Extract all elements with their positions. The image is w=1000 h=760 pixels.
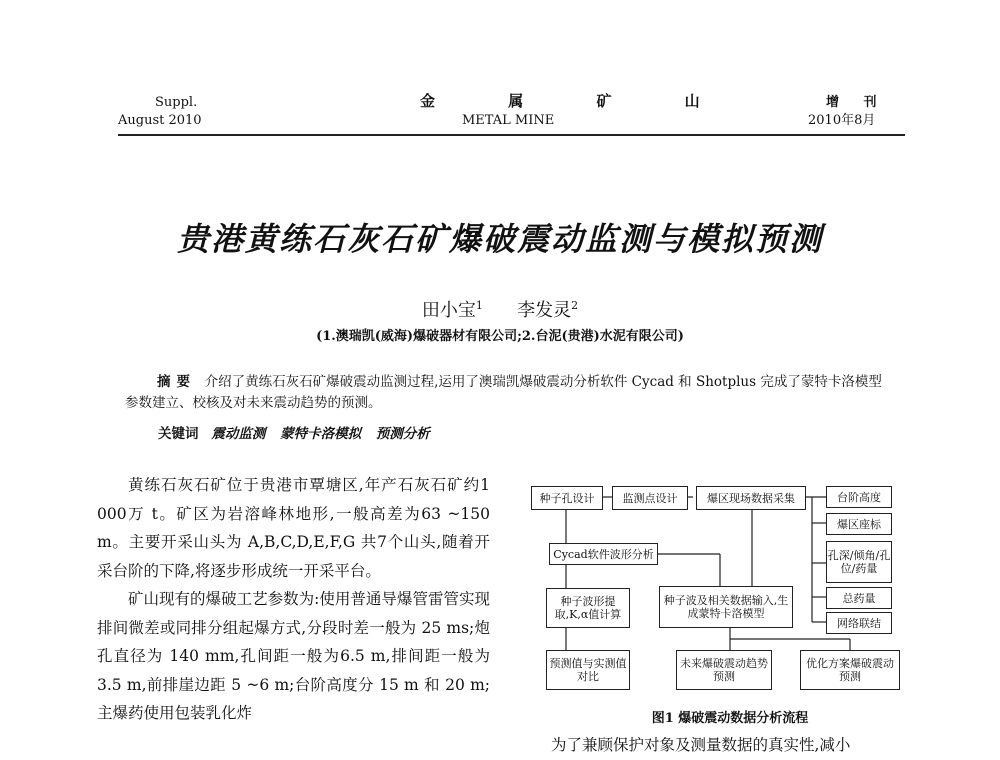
- header-left-line1: Suppl.: [155, 95, 198, 110]
- author-1: 田小宝: [421, 300, 476, 321]
- header-right-line2: 2010年8月: [808, 113, 876, 128]
- box-future-trend: 未来爆破震动趋势预测: [676, 650, 772, 690]
- box-network-connection: 网络联结: [826, 612, 892, 634]
- author-2-sup: 2: [571, 299, 579, 312]
- header-journal-cn: 金 属 矿 山: [420, 92, 734, 110]
- header-right-line1: 增 刊: [826, 95, 887, 110]
- keywords-label: 关键词: [158, 426, 199, 442]
- author-1-sup: 1: [475, 299, 483, 312]
- box-blast-coordinates: 爆区座标: [826, 513, 892, 535]
- box-predict-vs-measured: 预测值与实测值对比: [546, 650, 630, 690]
- body-paragraph-1: 黄练石灰石矿位于贵港市覃塘区,年产石灰石矿约1 000万 t。矿区为岩溶峰林地形,一般高差为63 ~150 m。主要开采山头为 A,B,C,D,E,F,G 共7个山头,随着开采台阶的下降,将逐步形成统一开采平台。: [97, 476, 490, 580]
- box-seed-waveform-extract: 种子波形提取,K,α值计算: [546, 588, 630, 628]
- box-cycad-analysis: Cycad软件波形分析: [549, 543, 658, 565]
- box-seed-hole-design: 种子孔设计: [531, 486, 603, 510]
- header-journal-en: METAL MINE: [462, 113, 555, 128]
- author-2: 李发灵: [517, 300, 572, 321]
- body-paragraph-2: 矿山现有的爆破工艺参数为:使用普通导爆管雷管实现排间微差或同排分组起爆方式,分段时差一般为 25 ms;炮孔直径为 140 mm,孔间距一般为6.5 m,排间距一般为 3.5 m,前排崖边距 5 ~6 m;台阶高度分 15 m 和 20 m;主爆药使用包装乳化炸: [97, 590, 490, 722]
- abstract-label: 摘要: [157, 374, 196, 390]
- paper-title: 贵港黄练石灰石矿爆破震动监测与模拟预测: [176, 220, 823, 258]
- header-left-line2: August 2010: [118, 113, 202, 128]
- keywords-text: 震动监测 蒙特卡洛模拟 预测分析: [211, 426, 430, 442]
- figure-caption: 图1 爆破震动数据分析流程: [651, 711, 809, 726]
- box-monitor-point-design: 监测点设计: [612, 486, 688, 510]
- box-hole-depth-charge: 孔深/倾角/孔位/药量: [826, 541, 892, 583]
- abstract-text: 介绍了黄练石灰石矿爆破震动监测过程,运用了澳瑞凯爆破震动分析软件 Cycad 和 Shotplus 完成了蒙特卡洛模型参数建立、校核及对未来震动趋势的预测。: [125, 374, 882, 411]
- box-optimized-prediction: 优化方案爆破震动预测: [800, 650, 900, 690]
- box-seed-data-input: 种子波及相关数据输入,生成蒙特卡洛模型: [659, 586, 793, 628]
- box-total-charge: 总药量: [826, 587, 892, 609]
- box-field-data-collect: 爆区现场数据采集: [696, 486, 806, 510]
- body-right-column: 为了兼顾保护对象及测量数据的真实性,减小: [551, 736, 851, 754]
- box-bench-height: 台阶高度: [826, 486, 892, 508]
- affiliation: (1.澳瑞凯(威海)爆破器材有限公司;2.台泥(贵港)水泥有限公司): [316, 329, 684, 344]
